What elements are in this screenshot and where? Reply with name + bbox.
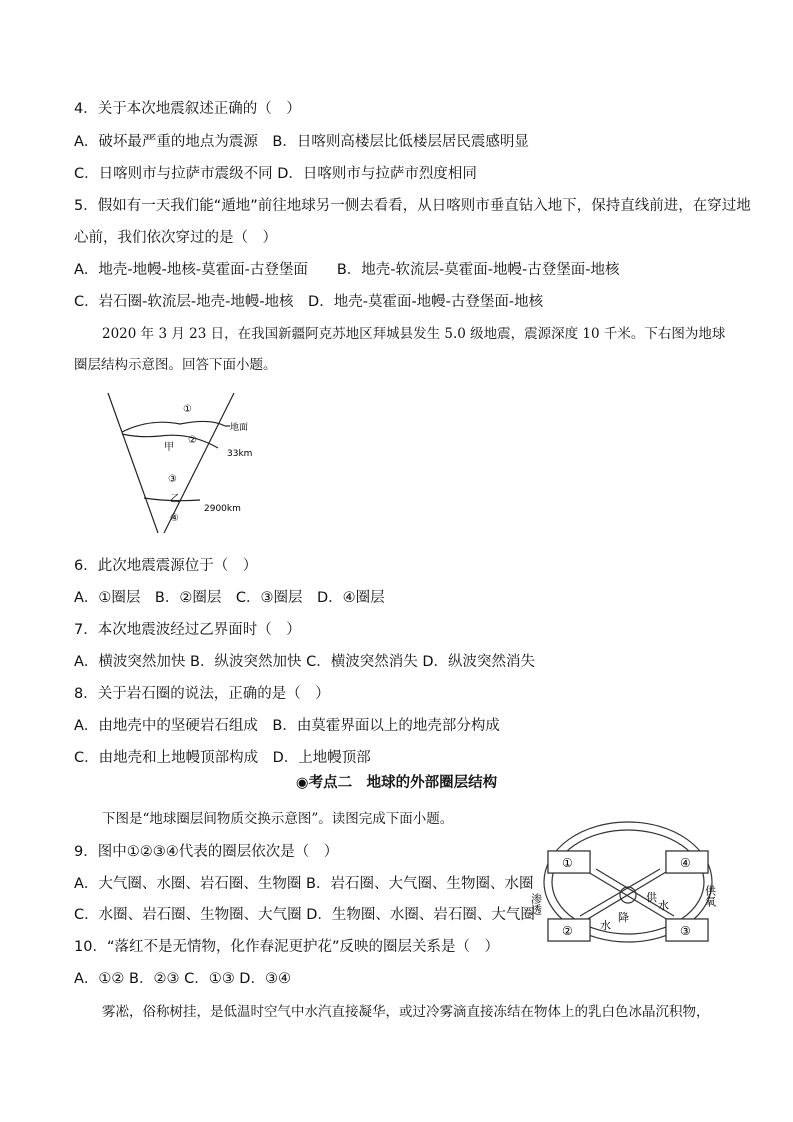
- q10-options: A．①② B．②③ C．①③ D．③④: [74, 971, 291, 987]
- section-title: ◉考点二 地球的外部圈层结构: [295, 775, 498, 791]
- supply-label: 供: [646, 891, 657, 904]
- earth-layers-diagram: [100, 388, 270, 538]
- box-1-label: ①: [562, 856, 573, 870]
- depth-33km-label: 33km: [227, 449, 253, 459]
- q9-options-ab: A．大气圈、水圈、岩石圈、生物圈 B．岩石圈、大气圈、生物圈、水圈: [74, 876, 534, 892]
- q9-stem: 9．图中①②③④代表的圈层依次是（ ）: [74, 844, 339, 860]
- interface-jia-label: 甲: [164, 442, 174, 453]
- box-3-label: ③: [680, 924, 691, 938]
- q9-options-cd: C．水圈、岩石圈、生物圈、大气圈 D．生物圈、水圈、岩石圈、大气圈: [74, 907, 535, 923]
- passage1-line1: 2020 年 3 月 23 日，在我国新疆阿克苏地区拜城县发生 5.0 级地震，震源深度 10 千米。下右图为地球: [102, 326, 726, 342]
- water-label-left: 水: [600, 919, 611, 932]
- q10-stem: 10．“落红不是无情物，化作春泥更护花”反映的圈层关系是（ ）: [74, 939, 499, 955]
- q4-options-ab: A．破坏最严重的地点为震源 B．日喀则高楼层比低楼层居民震感明显: [74, 134, 529, 150]
- cone-left-edge: [108, 393, 158, 533]
- q5-stem-line1: 5．假如有一天我们能“遁地”前往地球另一侧去看看，从日喀则市垂直钻入地下，保持直线前进，在穿过地: [74, 198, 751, 214]
- q7-stem: 7．本次地震波经过乙界面时（ ）: [74, 622, 301, 638]
- q4-options-cd: C．日喀则市与拉萨市震级不同 D．日喀则市与拉萨市烈度相同: [74, 166, 477, 182]
- passage2-line1: 下图是“地球圈层间物质交换示意图”。读图完成下面小题。: [102, 811, 454, 827]
- q6-stem: 6．此次地震震源位于（ ）: [74, 558, 258, 574]
- q5-options-ab: A．地壳-地幔-地核-莫霍面-古登堡面 B．地壳-软流层-莫霍面-地幔-古登堡面-地核: [74, 262, 620, 278]
- layer4-label: ④: [170, 513, 179, 524]
- water-label-right: 水: [658, 899, 669, 912]
- surface-label: 地面: [230, 423, 249, 433]
- sphere-exchange-diagram: [530, 815, 730, 950]
- depth-2900km-label: 2900km: [204, 504, 241, 514]
- q5-options-cd: C．岩石圈-软流层-地壳-地幔-地核 D．地壳-莫霍面-地幔-古登堡面-地核: [74, 294, 544, 310]
- precipitation-label: 降: [618, 911, 629, 924]
- interface-yi-label: 乙: [170, 494, 180, 505]
- layer1-label: ①: [183, 404, 192, 415]
- q8-stem: 8．关于岩石圈的说法，正确的是（ ）: [74, 686, 330, 702]
- q5-stem-line2: 心前，我们依次穿过的是（ ）: [74, 230, 277, 246]
- box-2-label: ②: [562, 924, 573, 938]
- oxygen-supply-label: 供氧: [703, 885, 717, 907]
- q8-options-cd: C．由地壳和上地幔顶部构成 D．上地幔顶部: [74, 750, 371, 766]
- q6-options: A．①圈层 B．②圈层 C．③圈层 D．④圈层: [74, 590, 385, 606]
- passage1-line2: 圈层结构示意图。回答下面小题。: [74, 357, 277, 373]
- layer3-label: ③: [168, 474, 177, 485]
- surface-line: [122, 421, 225, 432]
- box-4-label: ④: [680, 856, 691, 870]
- q4-stem: 4．关于本次地震叙述正确的（ ）: [74, 101, 301, 117]
- passage3-line1: 雾凇，俗称树挂，是低温时空气中水汽直接凝华，或过冷雾滴直接冻结在物体上的乳白色冰晶沉积物，: [102, 1004, 710, 1020]
- q7-options: A．横波突然加快 B．纵波突然加快 C．横波突然消失 D．纵波突然消失: [74, 654, 535, 670]
- layer2-label: ②: [188, 435, 197, 446]
- q8-options-ab: A．由地壳中的坚硬岩石组成 B．由莫霍界面以上的地壳部分构成: [74, 718, 500, 734]
- infiltration-label: 渗透: [530, 893, 543, 915]
